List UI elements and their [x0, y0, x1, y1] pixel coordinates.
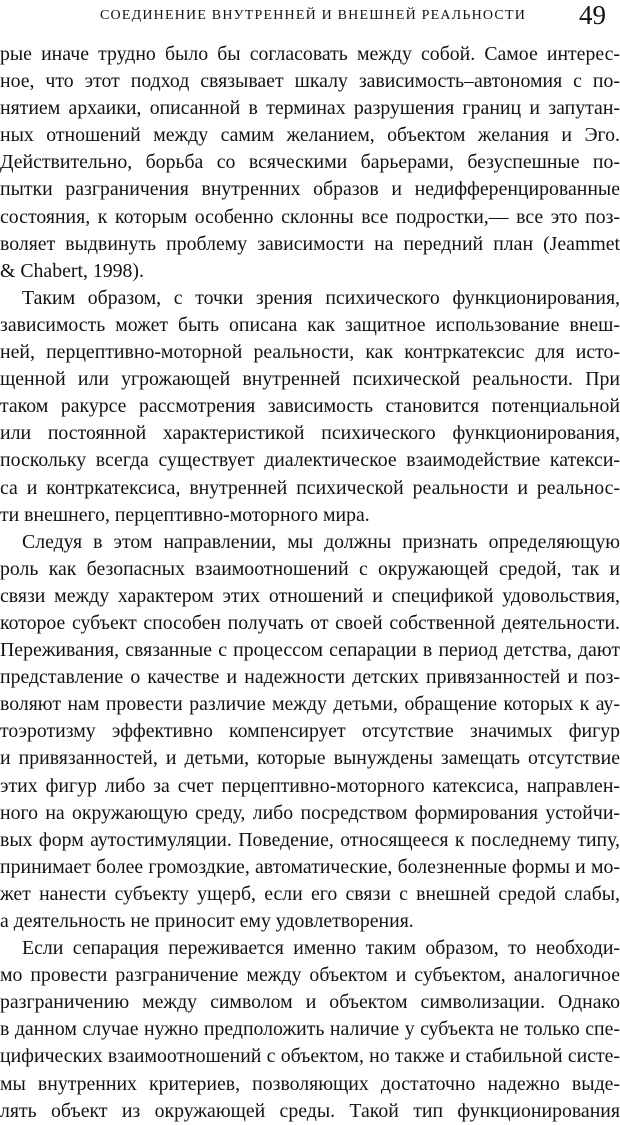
text-line: разграничению между символом и объектом символизации. Однако: [0, 991, 620, 1014]
text-line: этих фигур либо за счет перцептивно-моторного катексиса, направлен-: [0, 774, 620, 797]
text-line: связи между характером этих отношений и спецификой удовольствия,: [0, 584, 620, 607]
text-line: Таким образом, с точки зрения психического функционирования,: [22, 286, 620, 309]
text-line: ти внешнего, перцептивно-моторного мира.: [0, 503, 370, 526]
text-line: цифических взаимоотношений с объектом, но также и стабильной систе-: [0, 1045, 620, 1068]
text-line: ного на окружающую среду, либо посредством формирования устойчи-: [0, 801, 620, 824]
body-text: [0, 41, 620, 1125]
text-line: ное, что этот подход связывает шкалу зависимость–автономия с по-: [0, 70, 620, 93]
text-line: представление о качестве и надежности детских привязанностей и поз-: [0, 666, 620, 689]
text-line: таком ракурсе рассмотрения зависимость становится потенциальной: [0, 395, 620, 418]
text-line: мо провести разграничение между объектом и субъектом, аналогичное: [0, 964, 620, 987]
text-line: поскольку всегда существует диалектическое взаимодействие катекси-: [0, 449, 620, 472]
text-line: роль как безопасных взаимоотношений с окружающей средой, так и: [0, 557, 620, 580]
page-number: 49: [579, 0, 606, 30]
text-line: вых форм аутостимуляции. Поведение, относящееся к последнему типу,: [0, 828, 620, 851]
text-line: Если сепарация переживается именно таким образом, то необходи-: [22, 937, 620, 960]
text-line: ных отношений между самим желанием, объектом желания и Эго.: [0, 124, 620, 147]
text-line: или постоянной характеристикой психического функционирования,: [0, 422, 620, 445]
text-line: жет нанести субъекту ущерб, если его связи с внешней средой слабы,: [0, 882, 620, 905]
text-line: зависимость может быть описана как защитное использование внеш-: [0, 313, 620, 336]
text-line: щенной или угрожающей внутренней психической реальности. При: [0, 368, 620, 391]
text-line: воляют нам провести различие между детьми, обращение которых к ау-: [0, 693, 620, 716]
text-line: Переживания, связанные с процессом сепарации в период детства, дают: [0, 639, 620, 662]
text-line: воляет выдвинуть проблему зависимости на передний план (Jeammet: [0, 232, 620, 255]
text-line: & Chabert, 1998).: [0, 259, 144, 282]
text-line: принимает более громоздкие, автоматические, болезненные формы и мо-: [0, 855, 620, 878]
running-title: СОЕДИНЕНИЕ ВНУТРЕННЕЙ И ВНЕШНЕЙ РЕАЛЬНОСТИ: [100, 8, 527, 23]
text-line: Следуя в этом направлении, мы должны признать определяющую: [22, 530, 620, 553]
text-line: ней, перцептивно-моторной реальности, как контркатексис для исто-: [0, 341, 620, 364]
text-line: са и контркатексиса, внутренней психической реальности и реальнос-: [0, 476, 620, 499]
text-line: и привязанностей, и детьми, которые вынуждены замещать отсутствие: [0, 747, 620, 770]
text-line: в данном случае нужно предположить наличие у субъекта не только спе-: [0, 1018, 620, 1041]
text-line: нятием архаики, описанной в терминах разрушения границ и запутан-: [0, 97, 620, 120]
text-line: Действительно, борьба со всяческими барьерами, безуспешные по-: [0, 151, 620, 174]
text-line: лять объект из окружающей среды. Такой тип функционирования: [0, 1099, 620, 1122]
text-line: мы внутренних критериев, позволяющих достаточно надежно выде-: [0, 1072, 620, 1095]
text-line: рые иначе трудно было бы согласовать между собой. Самое интерес-: [0, 43, 620, 65]
text-line: состояния, к которым особенно склонны все подростки,— все это поз-: [0, 205, 620, 228]
text-line: пытки разграничения внутренних образов и недифференцированные: [0, 178, 620, 201]
text-line: которое субъект способен получать от своей собственной деятельности.: [0, 611, 620, 634]
text-line: тоэротизму эффективно компенсирует отсутствие значимых фигур: [0, 720, 620, 743]
text-line: а деятельность не приносит ему удовлетворения.: [0, 910, 414, 932]
